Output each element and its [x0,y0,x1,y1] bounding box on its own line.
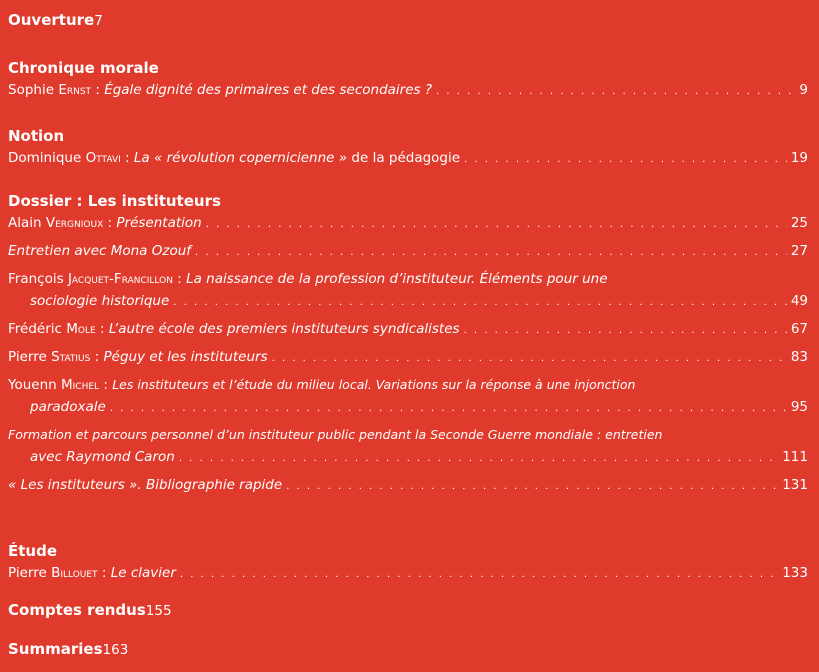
toc-entry[interactable] [8,212,808,236]
page-number: 133 [782,565,808,581]
article-title: Entretien avec Mona Ozouf [8,243,192,259]
dot-leader [180,564,778,586]
author-first-name: Pierre [8,565,47,581]
author-first-name: Dominique [8,150,82,166]
section-title: Comptes rendus [8,601,146,619]
article-title: Le clavier [110,565,176,581]
section-heading: Chronique morale [8,59,159,77]
separator: : [91,82,105,98]
page-number: 67 [790,321,808,337]
author-first-name: Alain [8,215,42,231]
article-title-line: Formation et parcours personnel d’un instituteur public pendant la Seconde Guerre mondiale : entretien [8,427,663,442]
author-last-name: Statius [51,349,91,365]
author-last-name: Vergnioux [45,215,104,231]
toc-entry[interactable] [8,240,808,264]
author-last-name: Michel [60,377,100,393]
author-last-name: Mole [66,321,96,337]
author-last-name: Ottavi [85,150,121,166]
page-number: 155 [145,603,172,619]
separator: : [95,321,109,337]
toc-entry-summaries[interactable] [8,638,808,661]
section-heading: Étude [8,542,58,560]
page-number: 19 [790,150,808,166]
article-title-line: sociologie historique [30,293,170,309]
article-title: Péguy et les instituteurs [103,349,268,365]
author-first-name: Sophie [8,82,55,98]
page-number: 25 [790,215,808,231]
dot-leader [110,398,787,420]
separator: : [90,349,104,365]
toc-entry[interactable] [8,268,808,314]
dot-leader [179,448,778,470]
author-last-name: Jacquet-Francillon [67,271,173,287]
author-first-name: Pierre [8,349,47,365]
toc-entry[interactable] [8,79,808,103]
toc-entry[interactable] [8,318,808,342]
page-number: 83 [790,349,808,365]
article-title-part: La « révolution copernicienne » [133,150,348,166]
article-title-line: Les instituteurs et l’étude du milieu local. Variations sur la réponse à une injonction [112,377,636,392]
page-number: 7 [94,13,103,29]
separator: : [172,271,187,287]
article-title-line: La naissance de la profession d’instituteur. Éléments pour une [186,271,608,287]
dot-leader [436,81,795,103]
separator: : [99,377,113,393]
page-number: 27 [790,243,808,259]
author-first-name: Frédéric [8,321,62,337]
toc-entry[interactable] [8,374,808,420]
toc-entry-comptes-rendus[interactable] [8,599,808,622]
separator: : [97,565,111,581]
page-number: 163 [102,642,129,658]
dot-leader [464,149,787,171]
section-heading: Notion [8,127,65,145]
toc-entry[interactable] [8,562,808,586]
page-number: 9 [799,82,808,98]
dot-leader [173,292,787,314]
dot-leader [206,214,787,236]
dot-leader [286,476,778,498]
author-last-name: Billouet [51,565,98,581]
toc-entry[interactable] [8,424,808,470]
article-title-line: avec Raymond Caron [30,449,175,465]
section-heading: Dossier : Les instituteurs [8,192,221,210]
article-title: « Les instituteurs ». Bibliographie rapide [8,477,283,493]
section-title: Ouverture [8,11,95,29]
page-number: 111 [782,449,808,465]
page-number: 131 [782,477,808,493]
article-title: Égale dignité des primaires et des secondaires ? [104,82,433,98]
toc-entry-ouverture[interactable] [8,9,808,32]
dot-leader [195,242,787,264]
author-first-name: Youenn [8,377,57,393]
dot-leader [272,348,787,370]
article-title: L’autre école des premiers instituteurs syndicalistes [108,321,460,337]
dot-leader [464,320,787,342]
article-title-line: paradoxale [30,399,106,415]
section-title: Summaries [8,640,103,658]
article-title-part: de la pédagogie [347,150,461,166]
separator: : [103,215,117,231]
toc-entry[interactable] [8,474,808,498]
page-number: 95 [790,399,808,415]
toc-entry[interactable] [8,147,808,171]
page-number: 49 [790,293,808,309]
toc-entry[interactable] [8,346,808,370]
separator: : [120,150,134,166]
author-first-name: François [8,271,64,287]
author-last-name: Ernst [58,82,92,98]
article-title: Présentation [116,215,202,231]
